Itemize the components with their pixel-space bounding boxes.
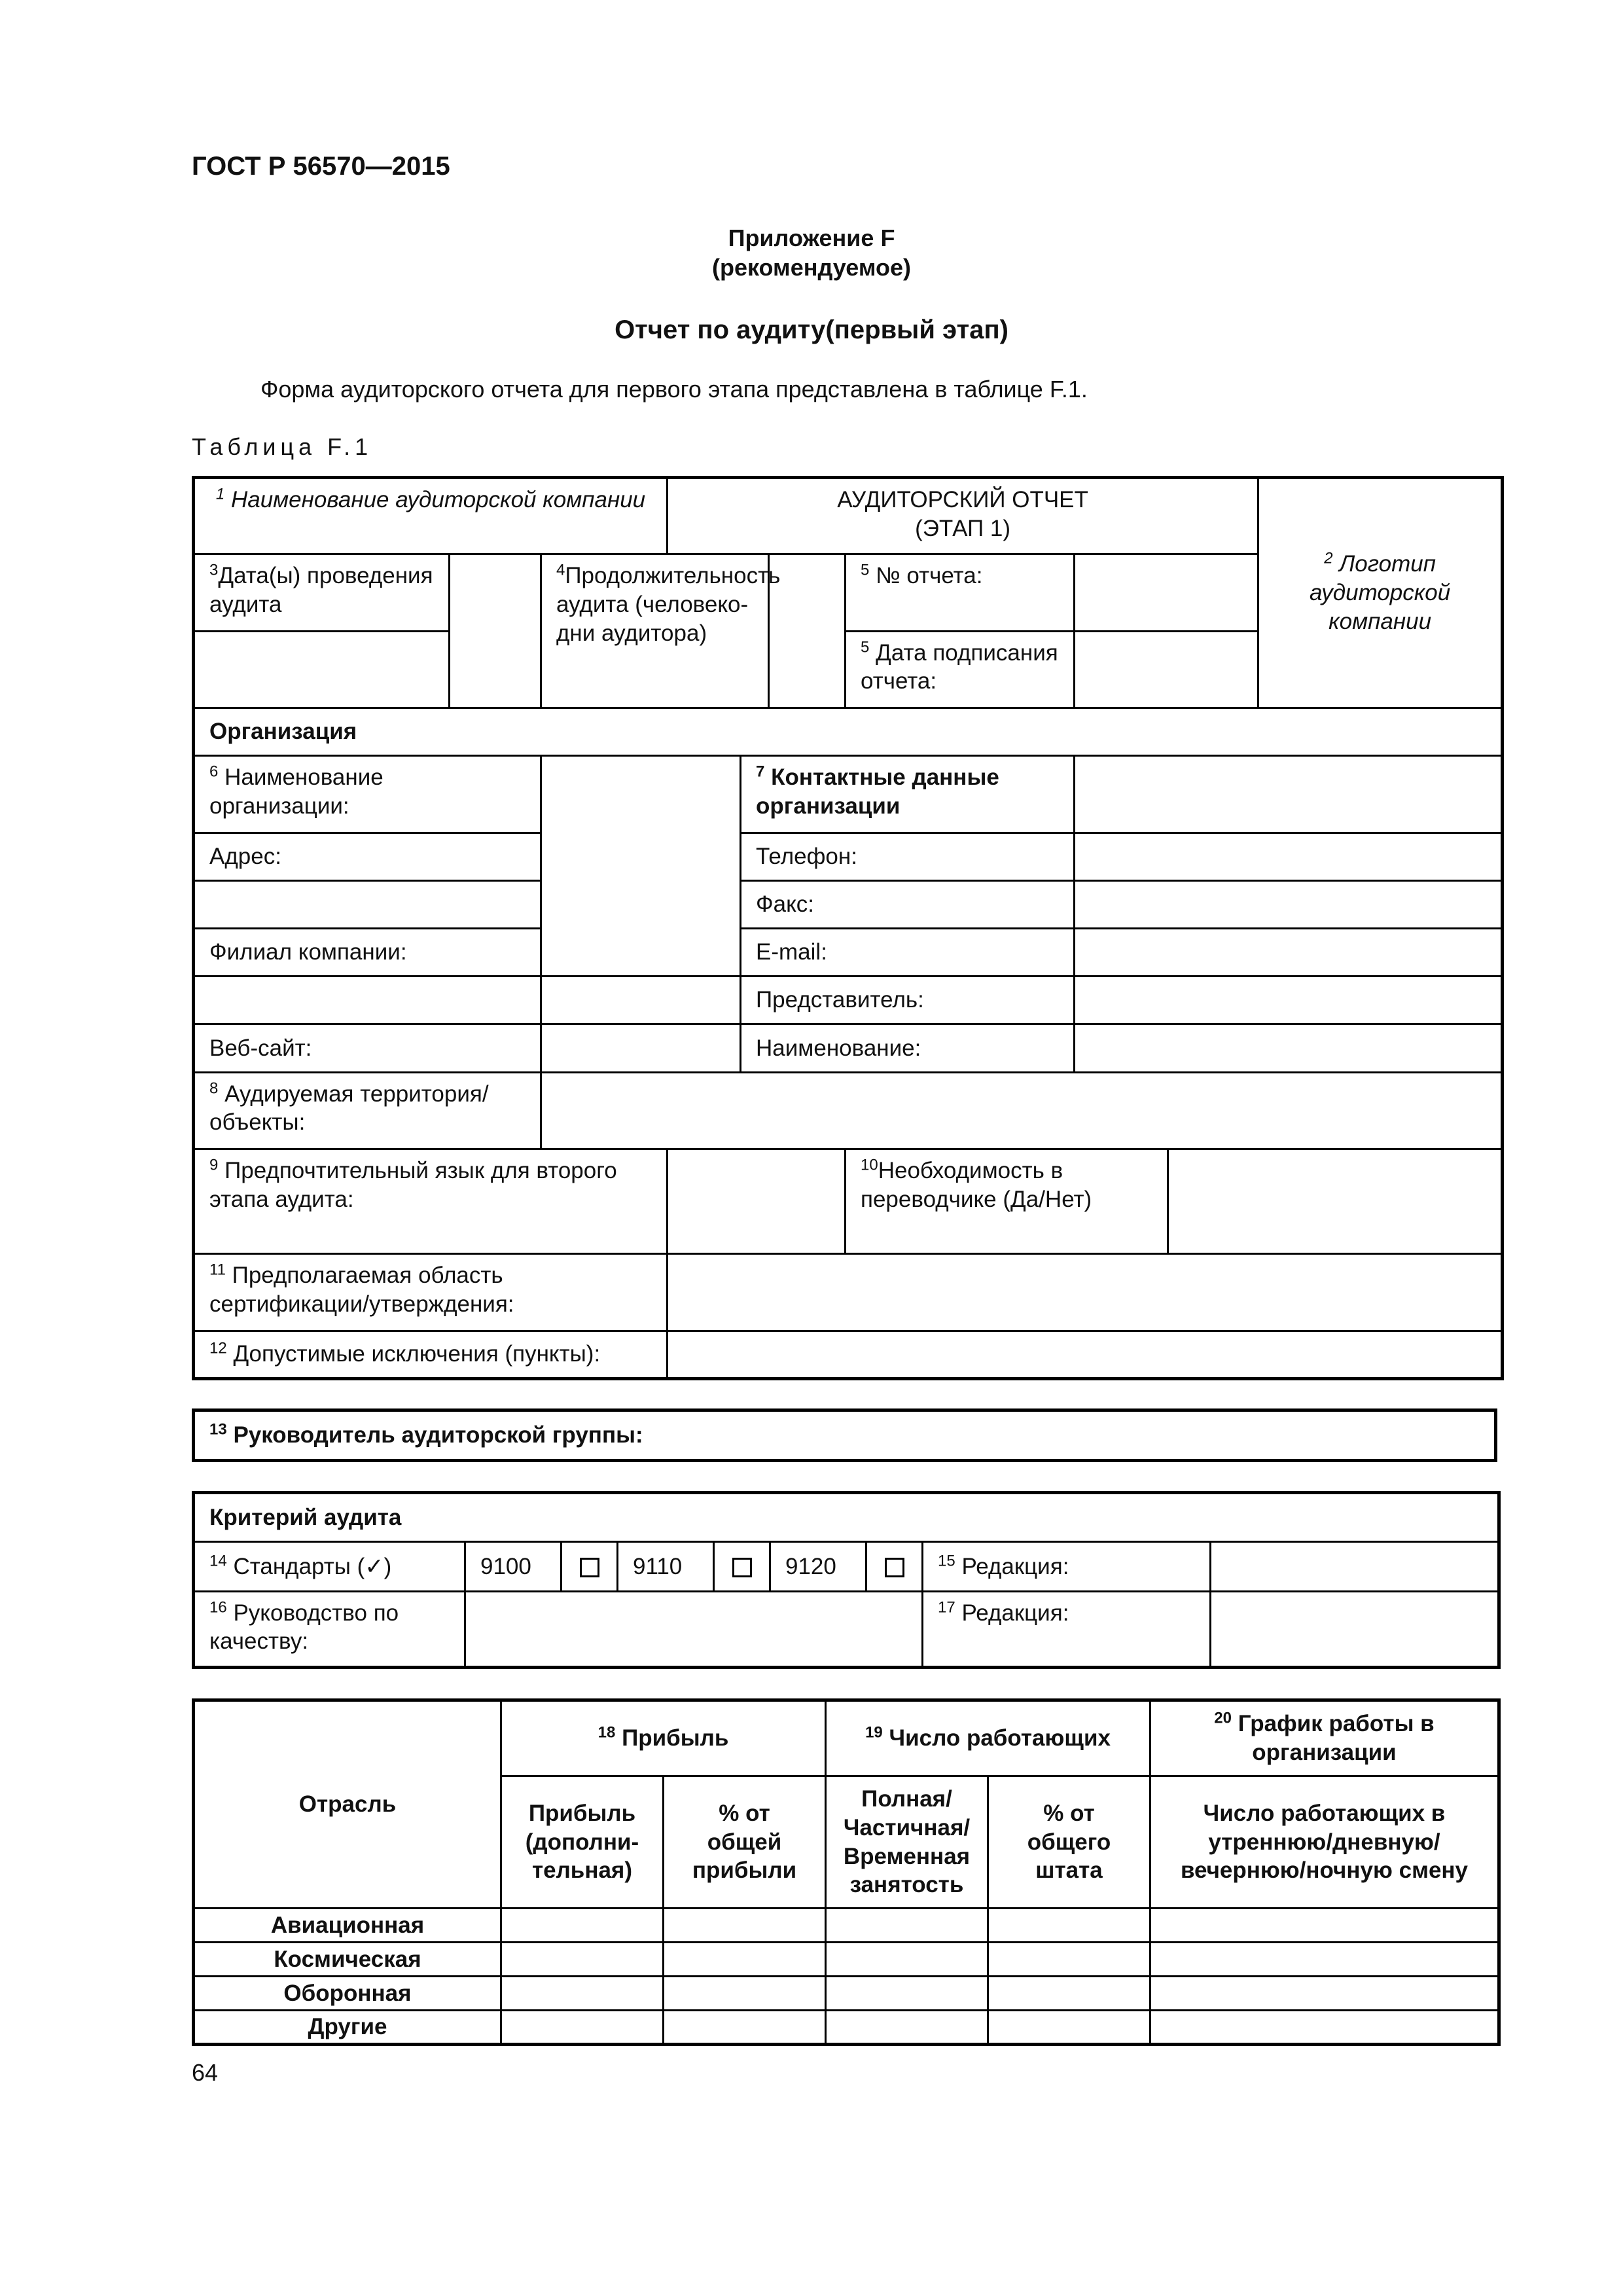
standards-revision-label-cell: [923, 1542, 1211, 1591]
employees-header: Число работающих: [889, 1725, 1111, 1751]
table-cell[interactable]: [988, 1977, 1150, 2011]
phone-label: Телефон:: [741, 833, 1075, 880]
audit-company-name-cell: [194, 478, 668, 554]
field-number: 8: [209, 1079, 219, 1097]
standards-revision-label: Редакция:: [961, 1553, 1069, 1579]
standards-label-cell: [194, 1542, 465, 1591]
profit-header-cell: [501, 1700, 826, 1776]
table-cell[interactable]: [1150, 2011, 1499, 2045]
audit-company-name-label: Наименование аудиторской компании: [230, 487, 646, 512]
field-number: 1: [215, 485, 225, 503]
logo-label: Логотип аудиторской компании: [1309, 551, 1451, 634]
field-number: 11: [209, 1261, 226, 1279]
industry-row-label: Другие: [194, 2011, 501, 2045]
quality-manual-revision-label: Редакция:: [961, 1600, 1069, 1626]
org-contacts-label: Контактные данные организации: [756, 764, 999, 819]
field-number: 5: [861, 561, 870, 579]
table-cell[interactable]: [664, 1909, 826, 1943]
audit-dates-label: Дата(ы) проведения аудита: [209, 563, 433, 618]
quality-manual-label: Руководство по качеству:: [209, 1600, 399, 1655]
table-cell[interactable]: [826, 2011, 988, 2045]
table-cell[interactable]: [988, 1943, 1150, 1977]
report-title-cell: [668, 478, 1258, 554]
field-number: 10: [861, 1156, 878, 1174]
table-cell[interactable]: [826, 1909, 988, 1943]
employees-header-cell: [826, 1700, 1150, 1776]
org-contacts-value-cell[interactable]: [1075, 756, 1503, 833]
exclusions-label-cell: [194, 1331, 668, 1378]
audit-criteria-table: [192, 1491, 1501, 1669]
org-name-value-cell[interactable]: [541, 756, 741, 977]
table-cell[interactable]: [826, 1943, 988, 1977]
fax-label: Факс:: [741, 880, 1075, 928]
standard-9100-label: 9100: [465, 1542, 562, 1591]
representative-label: Представитель:: [741, 977, 1075, 1024]
standards-revision-value-cell[interactable]: [1211, 1542, 1499, 1591]
industry-row-label: Космическая: [194, 1943, 501, 1977]
field-number: 19: [865, 1723, 883, 1742]
quality-manual-revision-label-cell: [923, 1591, 1211, 1667]
preferred-language-value-cell[interactable]: [668, 1149, 846, 1253]
table-cell[interactable]: [664, 1943, 826, 1977]
audit-duration-label-cell: [541, 554, 781, 708]
standard-header: ГОСТ Р 56570—2015: [192, 152, 450, 181]
website-label: Веб-сайт:: [194, 1024, 541, 1072]
quality-manual-label-cell: [194, 1591, 465, 1667]
translator-value-cell[interactable]: [1168, 1149, 1503, 1253]
certification-scope-value-cell[interactable]: [668, 1254, 1503, 1331]
report-number-value-cell[interactable]: [1075, 554, 1258, 631]
document-title: Отчет по аудиту(первый этап): [615, 315, 1008, 344]
branch-label: Филиал компании:: [194, 928, 541, 976]
col-profit-additional: Прибыль (дополни-тельная): [501, 1776, 664, 1909]
report-number-label: № отчета:: [876, 563, 983, 589]
report-number-label-cell: [846, 554, 1075, 631]
field-number: 17: [938, 1598, 955, 1616]
checkbox-icon: [732, 1558, 752, 1577]
exclusions-value-cell[interactable]: [668, 1331, 1503, 1378]
translator-label-cell: [846, 1149, 1168, 1253]
audit-dates-extra-cell[interactable]: [194, 631, 450, 708]
col-employment-type: Полная/ Частичная/ Временная занятость: [826, 1776, 988, 1909]
field-number: 4: [556, 561, 565, 579]
audit-team-leader-table: [192, 1408, 1497, 1462]
org-name-label-cell: [194, 756, 541, 833]
preferred-language-label-cell: [194, 1149, 668, 1253]
col-staff-percent: % от общего штата: [988, 1776, 1150, 1909]
report-stage: (ЭТАП 1): [915, 515, 1011, 541]
email-label: E-mail:: [741, 928, 1075, 976]
field-number: 14: [209, 1551, 227, 1570]
field-number: 16: [209, 1598, 227, 1616]
translator-label: Необходимость в переводчике (Да/Нет): [861, 1157, 1092, 1212]
email-value-cell[interactable]: [1075, 928, 1503, 976]
name-value-cell[interactable]: [1075, 1024, 1503, 1072]
table-cell[interactable]: [501, 1977, 664, 2011]
field-number: 9: [209, 1156, 219, 1174]
field-number: 5: [861, 638, 870, 656]
audited-territory-label: Аудируемая территория/объекты:: [209, 1081, 489, 1136]
standard-9100-checkbox[interactable]: [562, 1542, 618, 1591]
preferred-language-label: Предпочтительный язык для второго этапа аудита:: [209, 1157, 617, 1212]
industry-table: [192, 1698, 1501, 2046]
phone-value-cell[interactable]: [1075, 833, 1503, 880]
standard-9110-label: 9110: [618, 1542, 714, 1591]
address-value-cell[interactable]: [194, 880, 541, 928]
quality-manual-revision-value-cell[interactable]: [1211, 1591, 1499, 1667]
table-cell[interactable]: [1150, 1943, 1499, 1977]
standards-label: Стандарты (✓): [233, 1553, 392, 1579]
audit-dates-label-cell: [194, 554, 450, 631]
field-number: 3: [209, 561, 219, 579]
field-number: 12: [209, 1339, 227, 1357]
intro-text: Форма аудиторского отчета для первого этапа представлена в таблице F.1.: [260, 376, 1088, 403]
representative-value-cell[interactable]: [1075, 977, 1503, 1024]
org-contacts-label-cell: [741, 756, 1075, 833]
work-schedule-header-cell: [1150, 1700, 1499, 1776]
signing-date-value-cell[interactable]: [1075, 631, 1258, 708]
profit-header: Прибыль: [622, 1725, 729, 1751]
logo-cell: [1258, 478, 1503, 708]
organization-header: Организация: [194, 708, 1503, 755]
field-number: 13: [209, 1420, 227, 1439]
field-number: 20: [1214, 1709, 1232, 1727]
industry-header: Отрасль: [194, 1700, 501, 1909]
audited-territory-label-cell: [194, 1072, 541, 1149]
table-cell[interactable]: [501, 1943, 664, 1977]
standard-9120-label: 9120: [770, 1542, 866, 1591]
address-label: Адрес:: [194, 833, 541, 880]
checkbox-icon: [580, 1558, 599, 1577]
certification-scope-label: Предполагаемая область сертификации/утверждения:: [209, 1263, 514, 1318]
report-title: АУДИТОРСКИЙ ОТЧЕТ: [837, 487, 1088, 512]
org-name-label: Наименование организации:: [209, 764, 383, 819]
field-number: 2: [1324, 549, 1333, 567]
col-shift-workers: Число работающих в утреннюю/дневную/ вечернюю/ночную смену: [1150, 1776, 1499, 1909]
table-cell[interactable]: [826, 1977, 988, 2011]
field-number: 15: [938, 1551, 955, 1570]
exclusions-label: Допустимые исключения (пункты):: [233, 1341, 601, 1367]
col-profit-percent: % от общей прибыли: [664, 1776, 826, 1909]
audit-duration-label: Продолжительность аудита (человеко-дни аудитора): [556, 563, 781, 646]
standard-9110-checkbox[interactable]: [714, 1542, 770, 1591]
branch-value-cell[interactable]: [194, 977, 541, 1024]
industry-row-label: Оборонная: [194, 1977, 501, 2011]
table-cell[interactable]: [988, 2011, 1150, 2045]
table-cell[interactable]: [1150, 1977, 1499, 2011]
table-cell[interactable]: [988, 1909, 1150, 1943]
table-cell[interactable]: [501, 2011, 664, 2045]
checkbox-icon: [885, 1558, 904, 1577]
industry-row-label: Авиационная: [194, 1909, 501, 1943]
annex-type: (рекомендуемое): [712, 254, 911, 281]
name-label: Наименование:: [741, 1024, 1075, 1072]
report-form-table: [192, 476, 1504, 1380]
signing-date-label: Дата подписания отчета:: [861, 639, 1058, 694]
audit-dates-value-cell[interactable]: [450, 554, 541, 708]
branch-extra-cell[interactable]: [541, 977, 741, 1024]
table-cell[interactable]: [664, 1977, 826, 2011]
audit-criteria-header: Критерий аудита: [194, 1493, 1499, 1542]
website-value-cell[interactable]: [541, 1024, 741, 1072]
signing-date-label-cell: [846, 631, 1075, 708]
table-cell[interactable]: [664, 2011, 826, 2045]
work-schedule-header: График работы в организации: [1238, 1711, 1435, 1765]
field-number: 18: [597, 1723, 616, 1742]
standard-9120-checkbox[interactable]: [866, 1542, 923, 1591]
audit-team-leader-label: Руководитель аудиторской группы:: [233, 1422, 643, 1448]
page-number: 64: [192, 2059, 219, 2086]
field-number: 6: [209, 762, 219, 781]
field-number: 7: [756, 762, 765, 781]
fax-value-cell[interactable]: [1075, 880, 1503, 928]
audit-team-leader-cell[interactable]: [194, 1410, 1496, 1461]
table-cell[interactable]: [1150, 1909, 1499, 1943]
audited-territory-value-cell[interactable]: [541, 1072, 1503, 1149]
certification-scope-label-cell: [194, 1254, 668, 1331]
table-cell[interactable]: [501, 1909, 664, 1943]
annex-title: Приложение F: [728, 224, 895, 251]
table-caption: Таблица F.1: [192, 433, 373, 460]
quality-manual-value-cell[interactable]: [465, 1591, 923, 1667]
